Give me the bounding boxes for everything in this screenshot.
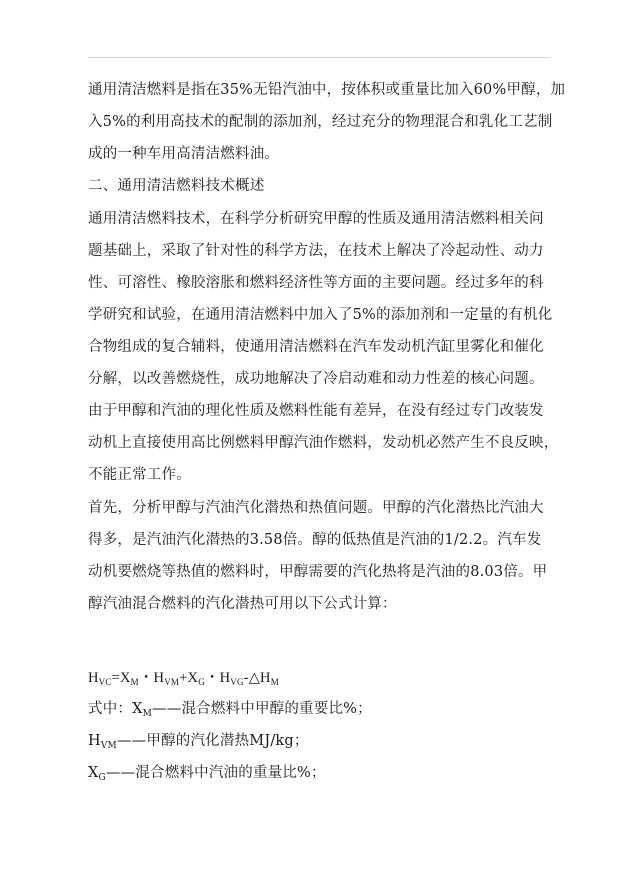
variable-definition: 式中：$X_M——$混合燃料中甲醇的重要比%； [88, 701, 372, 719]
text-line: 分解，以改善燃烧性，成功地解决了冷启动难和动力性差的核心问题。 [88, 371, 544, 387]
header-rule [88, 57, 551, 58]
text-line: 首先，分析甲醇与汽油汽化潜热和热值问题。甲醇的汽化潜热比汽油大 [88, 500, 544, 516]
text-line: 成的一种车用高清洁燃料油。 [88, 146, 280, 162]
formula: $H_{VC}=X_M$・$H_{VM}+X_G$・$H_{VG}-\triangle H_M$ [88, 670, 279, 687]
text-line: 学研究和试验，在通用清洁燃料中加入了5%的添加剂和一定量的有机化 [88, 307, 553, 323]
text-line: 合物组成的复合辅料，使通用清洁燃料在汽车发动机汽缸里雾化和催化 [88, 339, 544, 355]
variable-definition: $X_G——$混合燃料中汽油的重量比%； [88, 765, 326, 783]
text-line: 题基础上，采取了针对性的科学方法，在技术上解决了冷起动性、动力 [88, 243, 544, 259]
text-line: 动机上直接使用高比例燃料甲醇汽油作燃料，发动机必然产生不良反映， [88, 435, 559, 451]
text-line: 入5%的利用高技术的配制的添加剂，经过充分的物理混合和乳化工艺制 [88, 114, 553, 130]
text-line: 由于甲醇和汽油的理化性质及燃料性能有差异，在没有经过专门改装发 [88, 403, 544, 419]
text-line: 通用清洁燃料是指在35%无铅汽油中，按体积或重量比加入60%甲醇，加 [88, 82, 566, 98]
text-line: 得多，是汽油汽化潜热的3.58倍。醇的低热值是汽油的1/2.2。汽车发 [88, 532, 542, 548]
text-line: 不能正常工作。 [88, 467, 191, 483]
section-heading: 二、通用清洁燃料技术概述 [88, 178, 265, 194]
text-line: 通用清洁燃料技术，在科学分析研究甲醇的性质及通用清洁燃料相关问 [88, 211, 544, 227]
text-line: 性、可溶性、橡胶溶胀和燃料经济性等方面的主要问题。经过多年的科 [88, 275, 544, 291]
variable-definition: $H_{VM}——$甲醇的汽化潜热MJ/kg； [88, 733, 309, 751]
text-line: 动机要燃烧等热值的燃料时，甲醇需要的汽化热将是汽油的8.03倍。甲 [88, 564, 548, 580]
text-line: 醇汽油混合燃料的汽化潜热可用以下公式计算： [88, 596, 397, 612]
